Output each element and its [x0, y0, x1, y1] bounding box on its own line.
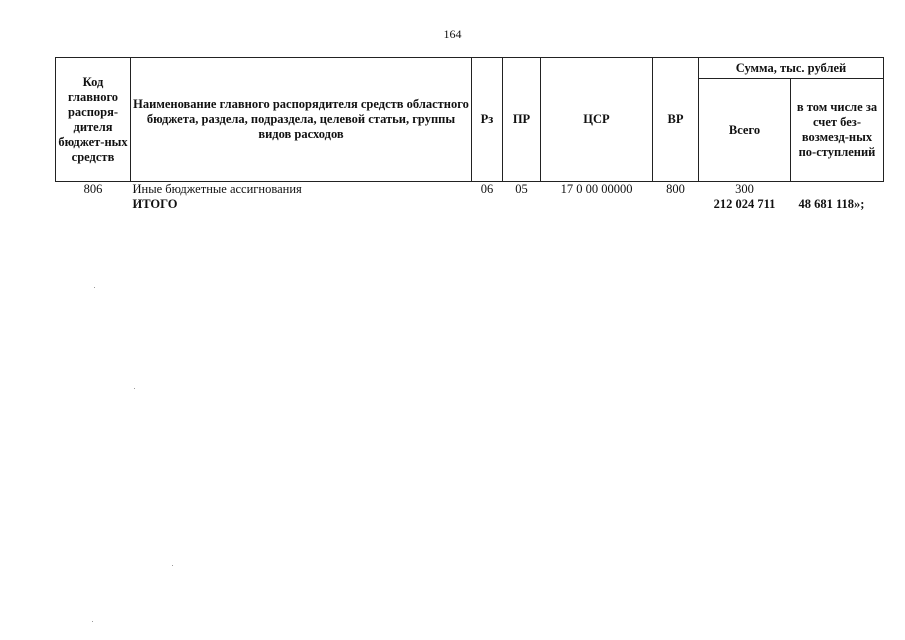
- header-sum-total: Всего: [699, 79, 791, 182]
- budget-table: [55, 57, 884, 212]
- header-sum-group: Сумма, тыс. рублей: [699, 58, 884, 79]
- scan-speck: [172, 565, 173, 566]
- total-sum: 212 024 711: [713, 197, 776, 211]
- total-row-empty-rz: [472, 197, 503, 212]
- table-header: [56, 58, 884, 182]
- header-csr: ЦСР: [541, 58, 653, 182]
- total-free: 48 681 118»;: [798, 197, 865, 211]
- table-row: [56, 182, 884, 198]
- total-label: ИТОГО: [132, 197, 178, 211]
- header-pr: ПР: [503, 58, 541, 182]
- header-vr: ВР: [653, 58, 699, 182]
- total-row-empty-pr: [503, 197, 541, 212]
- total-row-empty-code: [56, 197, 131, 212]
- scan-speck: [134, 388, 135, 389]
- total-row: [56, 197, 884, 212]
- scan-speck: [92, 621, 93, 622]
- cell-total: 300: [735, 182, 754, 196]
- scan-speck: [94, 287, 95, 288]
- header-sum-free: в том числе за счет без-возмезд-ных по-ступлений: [791, 79, 884, 182]
- page-number: 164: [443, 27, 462, 41]
- header-name: Наименование главного распорядителя средств областного бюджета, раздела, подраздела, целевой статьи, группы видов расходов: [131, 58, 472, 182]
- total-row-empty-csr: [541, 197, 653, 212]
- cell-rz: 06: [480, 182, 494, 196]
- cell-name: Иные бюджетные ассигнования: [132, 182, 302, 196]
- cell-csr: 17 0 00 00000: [560, 182, 633, 196]
- cell-vr: 800: [666, 182, 685, 196]
- header-code: Код главного распоря-дителя бюджет-ных средств: [56, 58, 131, 182]
- cell-code: 806: [83, 182, 103, 196]
- cell-free: [791, 182, 884, 198]
- total-row-empty-vr: [653, 197, 699, 212]
- header-rz: Рз: [472, 58, 503, 182]
- cell-pr: 05: [515, 182, 528, 196]
